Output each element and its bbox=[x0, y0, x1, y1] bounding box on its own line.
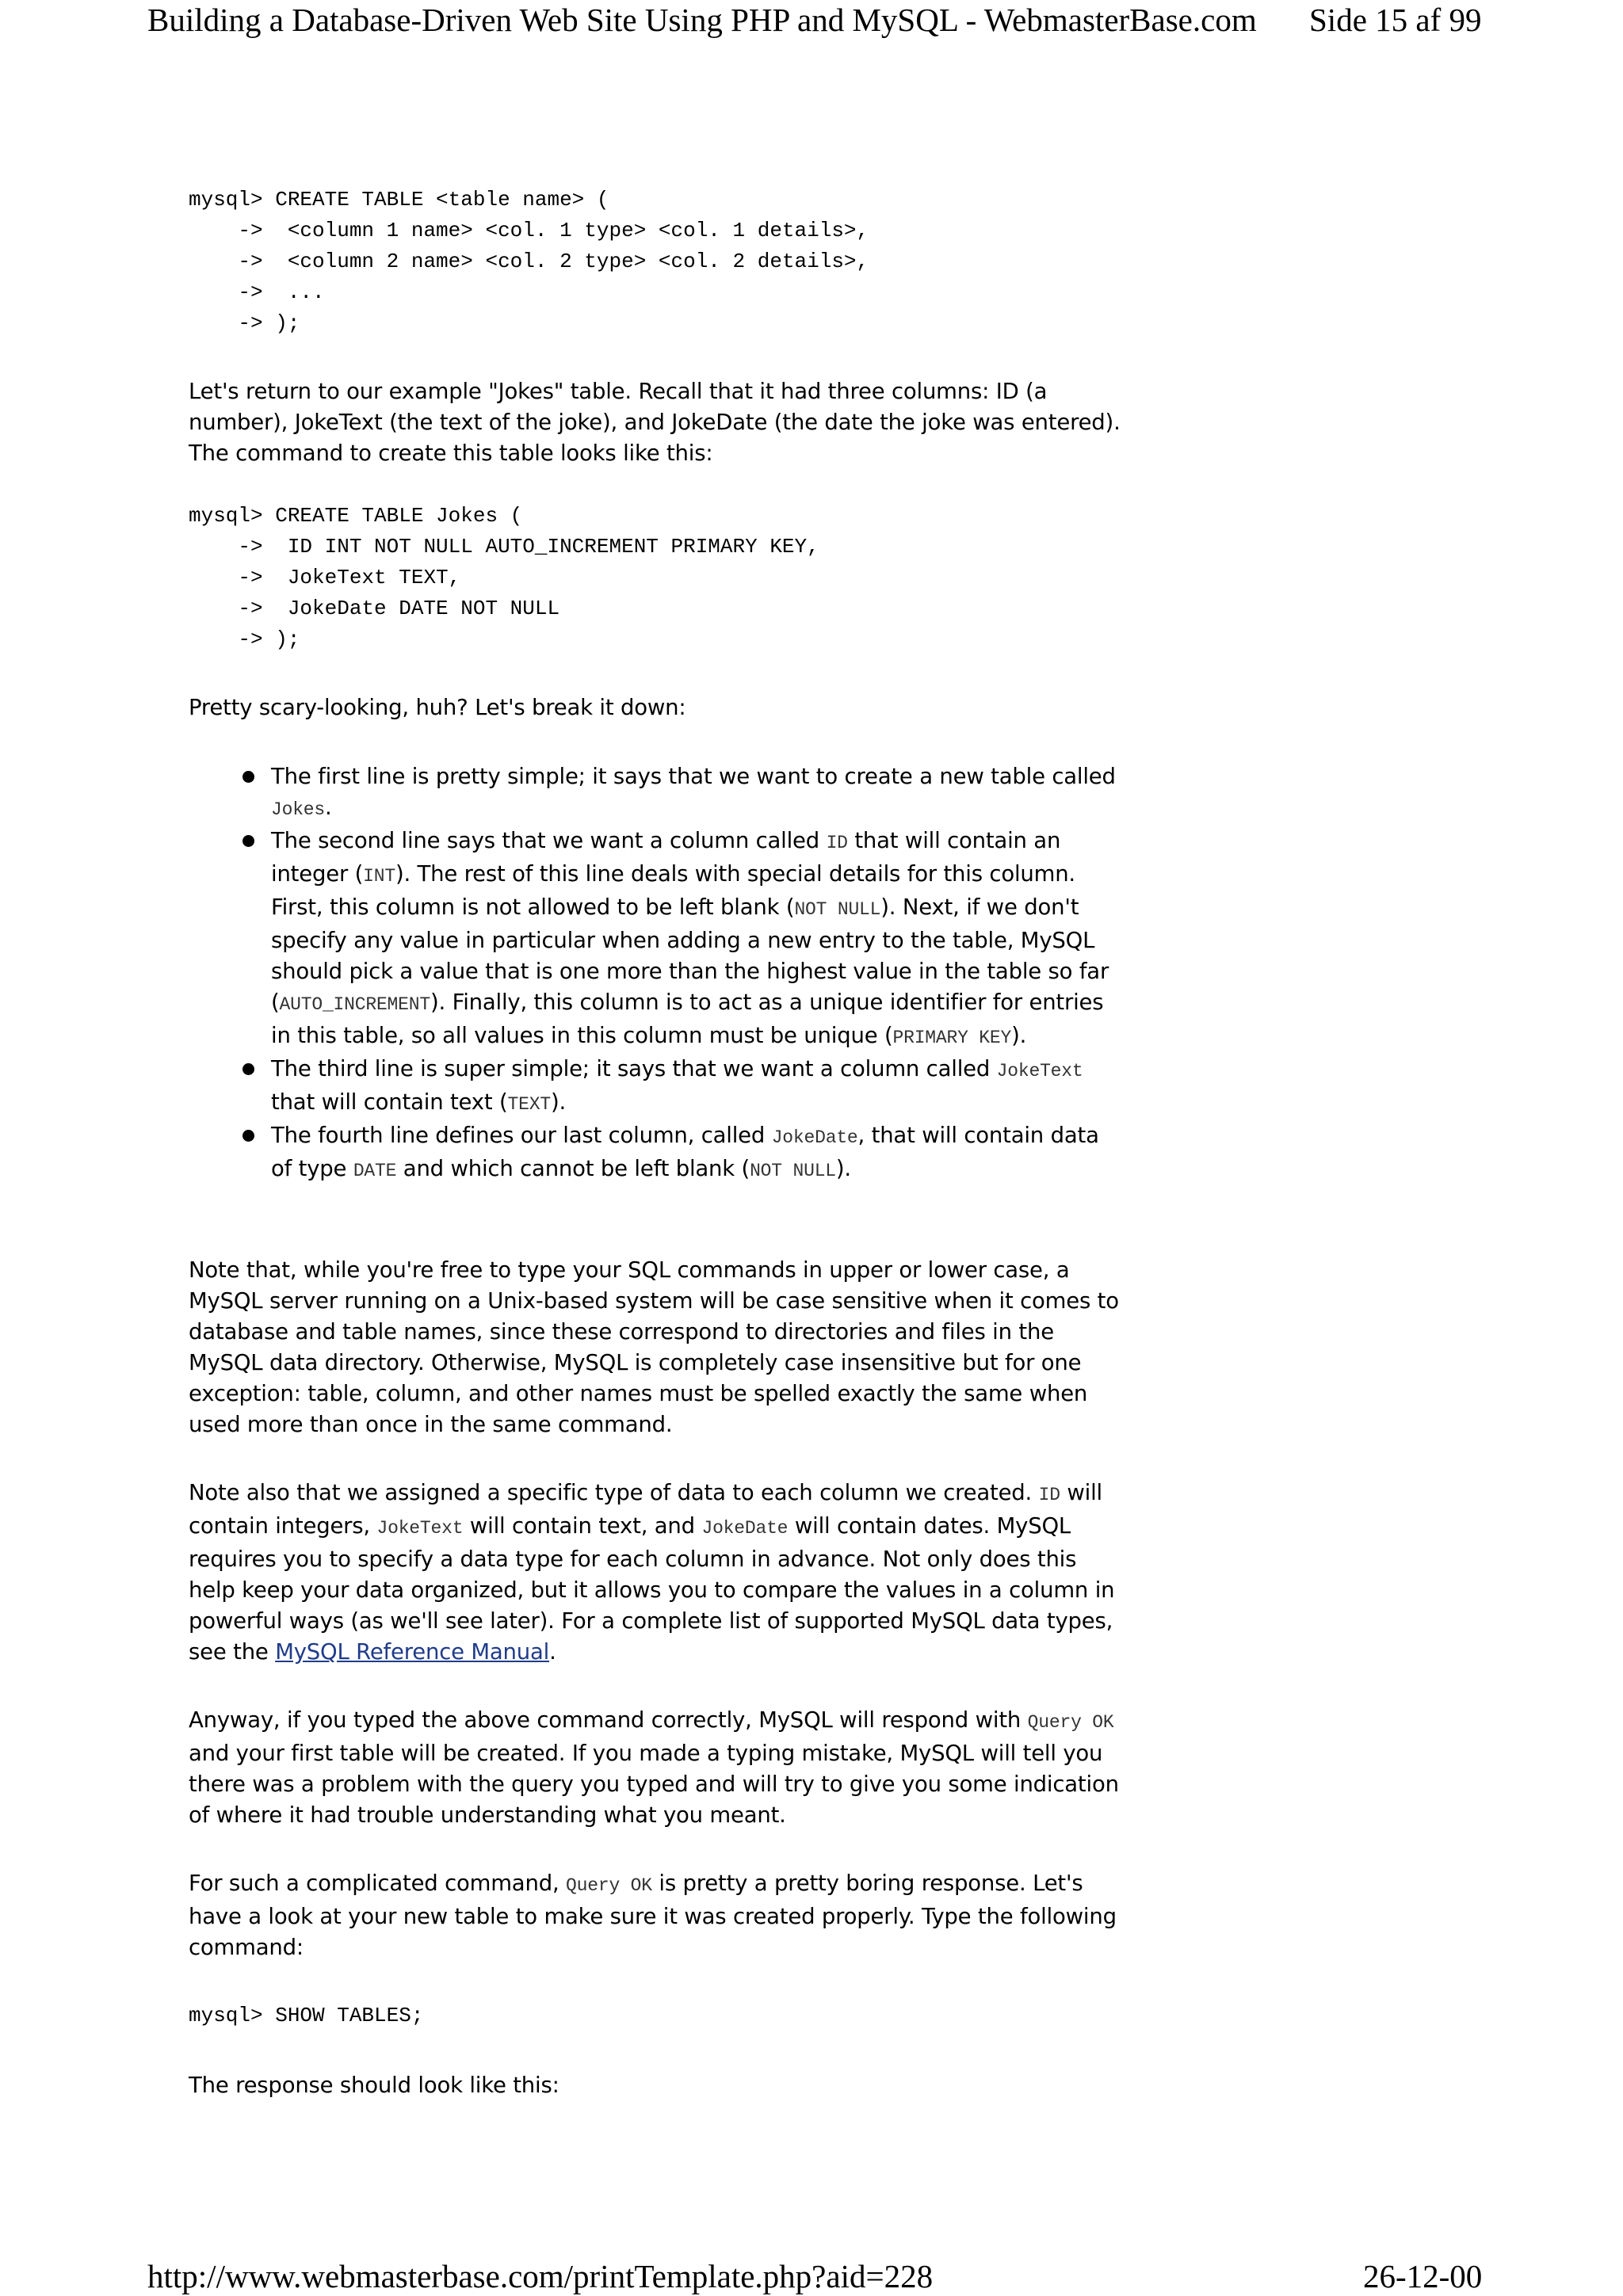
paragraph-break-down: Pretty scary-looking, huh? Let's break it down: bbox=[189, 695, 686, 720]
page-number: Side 15 af 99 bbox=[1309, 2, 1482, 38]
explanation-list bbox=[189, 761, 1124, 1187]
list-item: The first line is pretty simple; it says that we want to create a new table called Jokes. bbox=[189, 761, 1124, 826]
paragraph-response: The response should look like this: bbox=[189, 2073, 559, 2098]
paragraph-jokes-table: Let's return to our example "Jokes" table. Recall that it had three columns: ID (a number), JokeText (the text of the joke), and JokeDate (the date the joke was entered). The command to create this table looks like this: bbox=[189, 379, 1121, 466]
code-inline: DATE bbox=[353, 1161, 397, 1181]
code-inline: ID bbox=[1038, 1485, 1060, 1505]
bullet-icon bbox=[242, 835, 254, 847]
code-block-show-tables: mysql> SHOW TABLES; bbox=[189, 2004, 424, 2027]
list-item: The third line is super simple; it says that we want a column called JokeText that will contain text (TEXT). bbox=[189, 1054, 1124, 1120]
page-header-title: Building a Database-Driven Web Site Using PHP and MySQL - WebmasterBase.com bbox=[147, 2, 1257, 38]
list-item: The fourth line defines our last column, called JokeDate, that will contain data of type DATE and which cannot be left blank (NOT NULL). bbox=[189, 1120, 1124, 1187]
bullet-icon bbox=[242, 771, 254, 783]
code-inline: TEXT bbox=[507, 1094, 551, 1115]
code-inline: Query OK bbox=[566, 1875, 652, 1896]
paragraph-query-ok: Anyway, if you typed the above command correctly, MySQL will respond with Query OK and your first table will be created. If you made a typing mistake, MySQL will tell you there was a problem with the query you typed and will try to give you some indication of where it had trouble understanding what you meant. bbox=[189, 1707, 1119, 1828]
paragraph-case-sensitivity: Note that, while you're free to type your SQL commands in upper or lower case, a MySQL server running on a Unix-based system will be case sensitive when it comes to database and table names, since these correspond to directories and files in the MySQL data directory. Otherwise, MySQL is completely case insensitive but for one exception: table, column, and other names must be spelled exactly the same when used more than once in the same command. bbox=[189, 1257, 1119, 1437]
code-inline: NOT NULL bbox=[750, 1161, 836, 1181]
code-inline: AUTO_INCREMENT bbox=[279, 994, 430, 1015]
code-block-create-jokes: mysql> CREATE TABLE Jokes ( -> ID INT NOT NULL AUTO_INCREMENT PRIMARY KEY, -> JokeText TEXT, -> JokeDate DATE NOT NULL -> ); bbox=[189, 504, 819, 651]
list-item: The second line says that we want a column called ID that will contain an integer (INT). The rest of this line deals with special details for this column. First, this column is not allowed to be left blank (NOT NULL). Next, if we don't specify any value in particular when adding a new entry to the table, MySQL should pick a value that is one more than the highest value in the table so far (AUTO_INCREMENT). Finally, this column is to act as a unique identifier for entries in this table, so all values in this column must be unique (PRIMARY KEY). bbox=[189, 826, 1124, 1054]
code-inline: ID bbox=[826, 833, 848, 853]
code-inline: JokeText bbox=[376, 1518, 464, 1539]
code-inline: Query OK bbox=[1027, 1712, 1114, 1733]
page-footer-date: 26-12-00 bbox=[1363, 2258, 1483, 2294]
code-inline: Jokes bbox=[271, 799, 326, 820]
paragraph-boring-response: For such a complicated command, Query OK is pretty a pretty boring response. Let's have a look at your new table to make sure it was created properly. Type the following command: bbox=[189, 1871, 1117, 1960]
article-content bbox=[189, 185, 1124, 2101]
paragraph-data-types: Note also that we assigned a specific type of data to each column we created. ID will contain integers, JokeText will contain text, and JokeDate will contain dates. MySQL requires you to specify a data type for each column in advance. Not only does this help keep your data organized, but it allows you to compare the values in a column in powerful ways (as we'll see later). For a complete list of supported MySQL data types, see the MySQL Reference Manual. bbox=[189, 1480, 1115, 1665]
page-footer-url: http://www.webmasterbase.com/printTemplate.php?aid=228 bbox=[147, 2258, 934, 2294]
code-inline: PRIMARY KEY bbox=[892, 1028, 1012, 1048]
code-inline: INT bbox=[363, 866, 395, 887]
bullet-icon bbox=[242, 1130, 254, 1142]
code-inline: JokeDate bbox=[771, 1127, 858, 1148]
bullet-icon bbox=[242, 1063, 254, 1075]
code-inline: JokeText bbox=[996, 1061, 1083, 1081]
code-inline: NOT NULL bbox=[794, 899, 881, 920]
mysql-reference-manual-link[interactable]: MySQL Reference Manual bbox=[275, 1639, 550, 1665]
code-block-create-table-syntax: mysql> CREATE TABLE <table name> ( -> <column 1 name> <col. 1 type> <col. 1 details>, -> <column 2 name> <col. 2 type> <col. 2 details>, -> ... -> ); bbox=[189, 188, 869, 335]
code-inline: JokeDate bbox=[701, 1518, 789, 1539]
